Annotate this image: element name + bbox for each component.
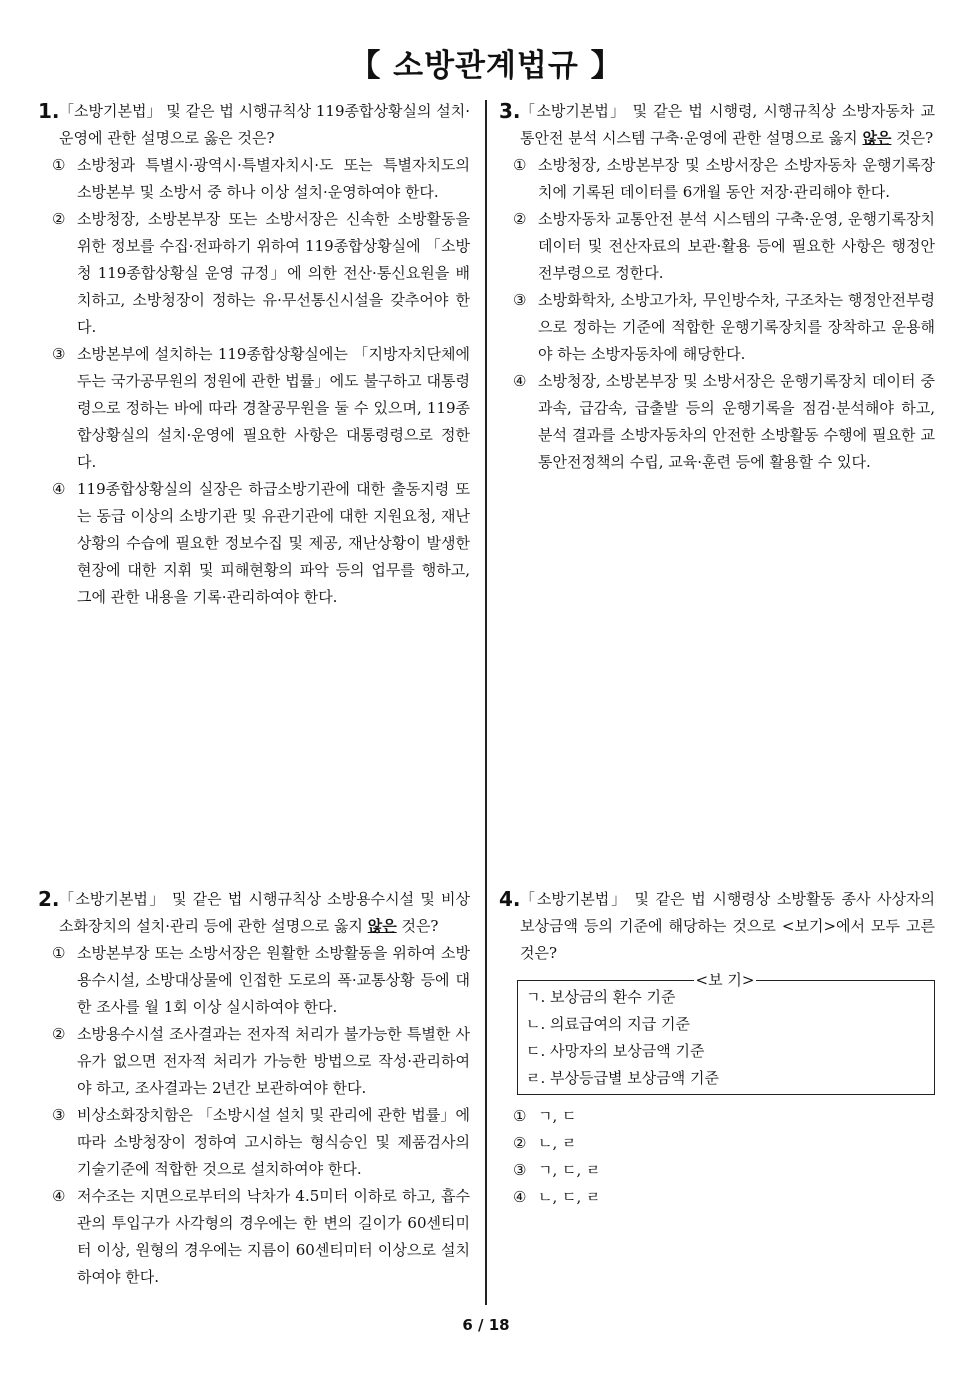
option-4 [52, 476, 470, 611]
bogi-item: ㄴ. 의료급여의 지급 기준 [526, 1015, 690, 1033]
option-4 [52, 1183, 470, 1291]
option-text: 소방청장, 소방본부장 및 소방서장은 운행기록장치 데이터 중 과속, 급감속, 급출발 등의 운행기록을 점검·분석해야 하고, 분석 결과를 소방자동차의 안전한 소방활동 수행에 필요한 교통안전정책의 수립, 교육·훈련 등에 활용할 수 있다. [538, 372, 935, 471]
page-title: 【 소방관계법규 】 [349, 48, 623, 84]
option-2 [52, 206, 470, 341]
option-1 [52, 940, 470, 1021]
question-stem [499, 886, 935, 967]
option-mark: ④ [513, 1188, 527, 1206]
question-number: 1. [38, 99, 60, 123]
question-number: 4. [499, 887, 521, 911]
question-4 [499, 886, 935, 1211]
bogi-item: ㄱ. 보상금의 환수 기준 [526, 988, 676, 1006]
question-text [520, 98, 935, 152]
question-stem [38, 886, 470, 940]
option-4 [513, 1184, 935, 1211]
stem-text: 「소방기본법」 및 같은 법 시행규칙상 소방용수시설 및 비상소화장치의 설치·관리 등에 관한 설명으로 옳지 [59, 890, 470, 935]
bogi-item: ㄷ. 사망자의 보상금액 기준 [526, 1042, 705, 1060]
option-2 [52, 1021, 470, 1102]
bogi-label: <보 기> [695, 971, 755, 989]
emphasis-not: 않은 [367, 917, 397, 935]
stem-text-end: 것은? [891, 129, 934, 147]
option-text: ㄴ, ㄹ [538, 1134, 577, 1152]
option-text: 소방화학차, 소방고가차, 무인방수차, 구조차는 행정안전부령으로 정하는 기준에 적합한 운행기록장치를 장착하고 운용해야 하는 소방자동차에 해당한다. [538, 291, 935, 363]
option-text: ㄱ, ㄷ [538, 1107, 577, 1125]
option-3 [513, 287, 935, 368]
option-mark: ③ [52, 345, 66, 363]
emphasis-not: 않은 [862, 129, 892, 147]
question-text: 「소방기본법」 및 같은 법 시행령상 소방활동 종사 사상자의 보상금액 등의 기준에 해당하는 것으로 <보기>에서 모두 고른 것은? [520, 890, 935, 962]
option-mark: ④ [52, 1187, 66, 1205]
question-number: 3. [499, 99, 521, 123]
question-text [59, 886, 470, 940]
option-mark: ② [52, 1025, 66, 1043]
option-text: 소방본부에 설치하는 119종합상황실에는 「지방자치단체에 두는 국가공무원의 정원에 관한 법률」에도 불구하고 대통령령으로 정하는 바에 따라 경찰공무원을 둘 수 있으며, 119종합상황실의 설치·운영에 필요한 사항은 대통령령으로 정한다. [77, 345, 470, 471]
question-stem [38, 98, 470, 152]
option-mark: ② [52, 210, 66, 228]
option-4 [513, 368, 935, 476]
option-3 [513, 1157, 935, 1184]
option-1 [513, 152, 935, 206]
question-number: 2. [38, 887, 60, 911]
option-text: 소방자동차 교통안전 분석 시스템의 구축·운영, 운행기록장치 데이터 및 전산자료의 보관·활용 등에 필요한 사항은 행정안전부령으로 정한다. [538, 210, 935, 282]
question-2 [38, 886, 470, 1291]
option-mark: ② [513, 210, 527, 228]
stem-text-end: 것은? [396, 917, 439, 935]
bogi-box [517, 980, 935, 1095]
option-text: 119종합상황실의 실장은 하급소방기관에 대한 출동지령 또는 동급 이상의 소방기관 및 유관기관에 대한 지원요청, 재난상황의 수습에 필요한 정보수집 및 제공, 재난상황이 발생한 현장에 대한 지휘 및 피해현황의 파악 등의 업무를 행하고, 그에 관한 내용을 기록·관리하여야 한다. [77, 480, 470, 606]
option-text: 소방본부장 또는 소방서장은 원활한 소방활동을 위하여 소방용수시설, 소방대상물에 인접한 도로의 폭·교통상황 등에 대한 조사를 월 1회 이상 실시하여야 한다. [77, 944, 470, 1016]
option-mark: ③ [513, 1161, 527, 1179]
option-mark: ② [513, 1134, 527, 1152]
option-text: 소방청과 특별시·광역시·특별자치시·도 또는 특별자치도의 소방본부 및 소방서 중 하나 이상 설치·운영하여야 한다. [77, 156, 470, 201]
option-text: 소방용수시설 조사결과는 전자적 처리가 불가능한 특별한 사유가 없으면 전자적 처리가 가능한 방법으로 작성·관리하여야 하고, 조사결과는 2년간 보관하여야 한다. [77, 1025, 470, 1097]
option-1 [52, 152, 470, 206]
option-text: 소방청장, 소방본부장 또는 소방서장은 신속한 소방활동을 위한 정보를 수집·전파하기 위하여 119종합상황실에 「소방청 119종합상황실 운영 규정」에 의한 전산·통신요원을 배치하고, 소방청장이 정하는 유·무선통신시설을 갖추어야 한다. [77, 210, 470, 336]
option-mark: ① [513, 156, 527, 174]
option-2 [513, 206, 935, 287]
option-mark: ③ [52, 1106, 66, 1124]
option-3 [52, 1102, 470, 1183]
option-2 [513, 1130, 935, 1157]
option-text: 저수조는 지면으로부터의 낙차가 4.5미터 이하로 하고, 흡수관의 투입구가 사각형의 경우에는 한 변의 길이가 60센티미터 이상, 원형의 경우에는 지름이 60센티미터 이상으로 설치하여야 한다. [77, 1187, 470, 1286]
bogi-item: ㄹ. 부상등급별 보상금액 기준 [526, 1069, 719, 1087]
option-mark: ① [52, 944, 66, 962]
option-text: 소방청장, 소방본부장 및 소방서장은 소방자동차 운행기록장치에 기록된 데이터를 6개월 동안 저장·관리해야 한다. [538, 156, 935, 201]
option-mark: ④ [513, 372, 527, 390]
option-text: ㄴ, ㄷ, ㄹ [538, 1188, 601, 1206]
option-text: ㄱ, ㄷ, ㄹ [538, 1161, 601, 1179]
question-3 [499, 98, 935, 476]
option-mark: ④ [52, 480, 66, 498]
stem-text: 「소방기본법」 및 같은 법 시행령, 시행규칙상 소방자동차 교통안전 분석 시스템 구축·운영에 관한 설명으로 옳지 [520, 102, 935, 147]
question-stem [499, 98, 935, 152]
option-3 [52, 341, 470, 476]
question-1 [38, 98, 470, 611]
option-1 [513, 1103, 935, 1130]
option-mark: ① [513, 1107, 527, 1125]
column-divider [485, 100, 487, 1305]
option-text: 비상소화장치함은 「소방시설 설치 및 관리에 관한 법률」에 따라 소방청장이 정하여 고시하는 형식승인 및 제품검사의 기술기준에 적합한 것으로 설치하여야 한다. [77, 1106, 470, 1178]
option-mark: ① [52, 156, 66, 174]
question-text: 「소방기본법」 및 같은 법 시행규칙상 119종합상황실의 설치·운영에 관한 설명으로 옳은 것은? [59, 102, 470, 147]
option-mark: ③ [513, 291, 527, 309]
page-number: 6 / 18 [462, 1316, 510, 1334]
